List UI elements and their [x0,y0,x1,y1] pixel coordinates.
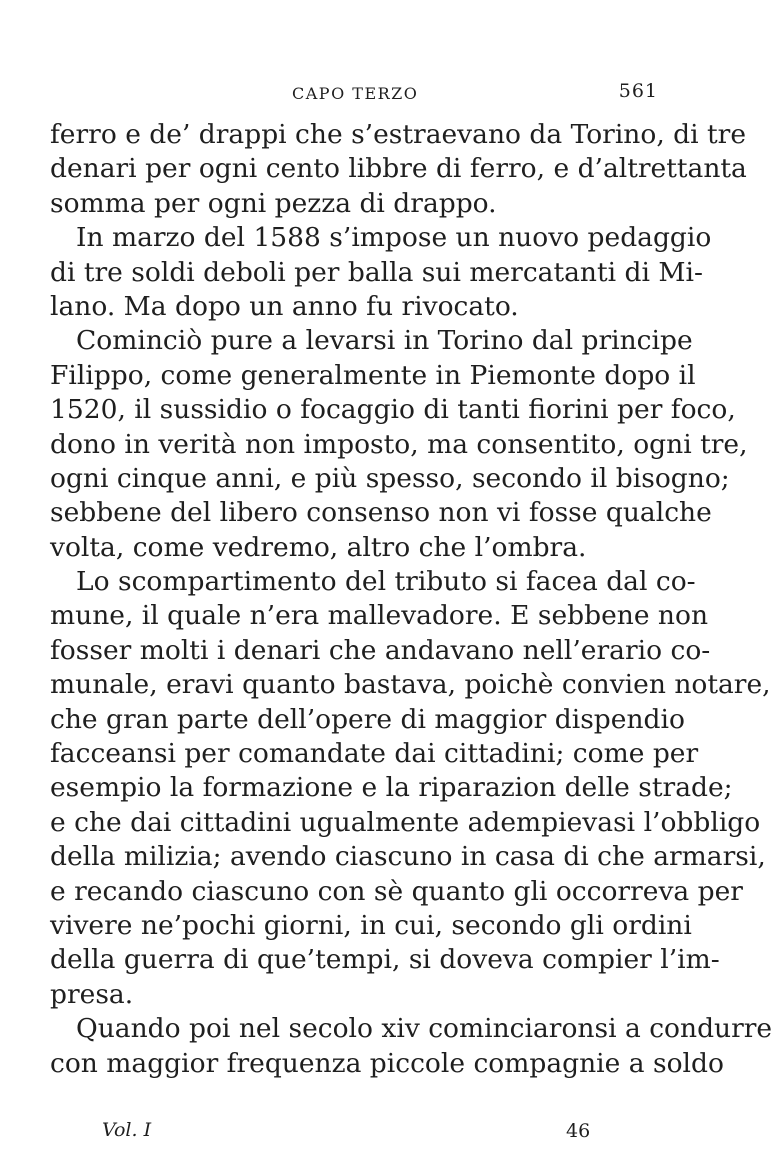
text-line: In marzo del 1588 s’impose un nuovo pedaggio [76,222,712,254]
text-line: ferro e de’ drappi che s’estraevano da Torino, di tre [50,119,747,150]
text-line: munale, eravi quanto bastava, poichè convien notare, [50,669,771,701]
text-line: di tre soldi deboli per balla sui mercatanti di Mi- [50,256,703,288]
text-line: della guerra di que’tempi, si doveva compier l’im- [50,944,720,976]
text-line: e che dai cittadini ugualmente adempievasi l’obbligo [50,806,761,838]
volume-mark: Vol. I [102,1119,152,1141]
text-line: 1520, il sussidio o focaggio di tanti fiorini per foco, [50,394,736,426]
body-text [50,118,772,1081]
text-line: fosser molti i denari che andavano nell’erario co- [50,634,711,666]
text-line: ogni cinque anni, e più spesso, secondo il bisogno; [50,462,730,494]
text-line: dono in verità non imposto, ma consentito, ogni tre, [50,428,748,460]
text-line: della milizia; avendo ciascuno in casa di che armarsi, [50,841,766,873]
text-line: che gran parte dell’opere di maggior dispendio [50,703,685,735]
text-line: denari per ogni cento libbre di ferro, e d’altrettanta [50,153,747,185]
text-line: lano. Ma dopo un anno fu rivocato. [50,290,519,322]
text-line: e recando ciascuno con sè quanto gli occorreva per [50,875,743,907]
text-line: presa. [50,978,134,1010]
text-line: esempio la formazione e la riparazion delle strade; [50,772,733,804]
text-line: Lo scompartimento del tributo si facea dal co- [76,566,696,598]
text-line: Cominciò pure a levarsi in Torino dal principe [76,325,693,357]
text-line: Quando poi nel secolo xiv cominciaronsi a condurre [76,1013,772,1045]
text-line: facceansi per comandate dai cittadini; come per [50,738,699,770]
signature-number: 46 [566,1120,591,1142]
text-line: somma per ogni pezza di drappo. [50,187,497,219]
text-line: con maggior frequenza piccole compagnie a soldo [50,1047,724,1079]
text-line: sebbene del libero consenso non vi fosse qualche [50,497,712,529]
page-number: 561 [618,80,658,102]
text-line: mune, il quale n’era mallevadore. E sebbene non [50,600,709,632]
text-line: Filippo, come generalmente in Piemonte dopo il [50,359,696,391]
text-line: vivere ne’pochi giorni, in cui, secondo gli ordini [50,909,692,941]
running-title: CAPO TERZO [292,84,419,103]
text-line: volta, come vedremo, altro che l’ombra. [50,531,587,563]
